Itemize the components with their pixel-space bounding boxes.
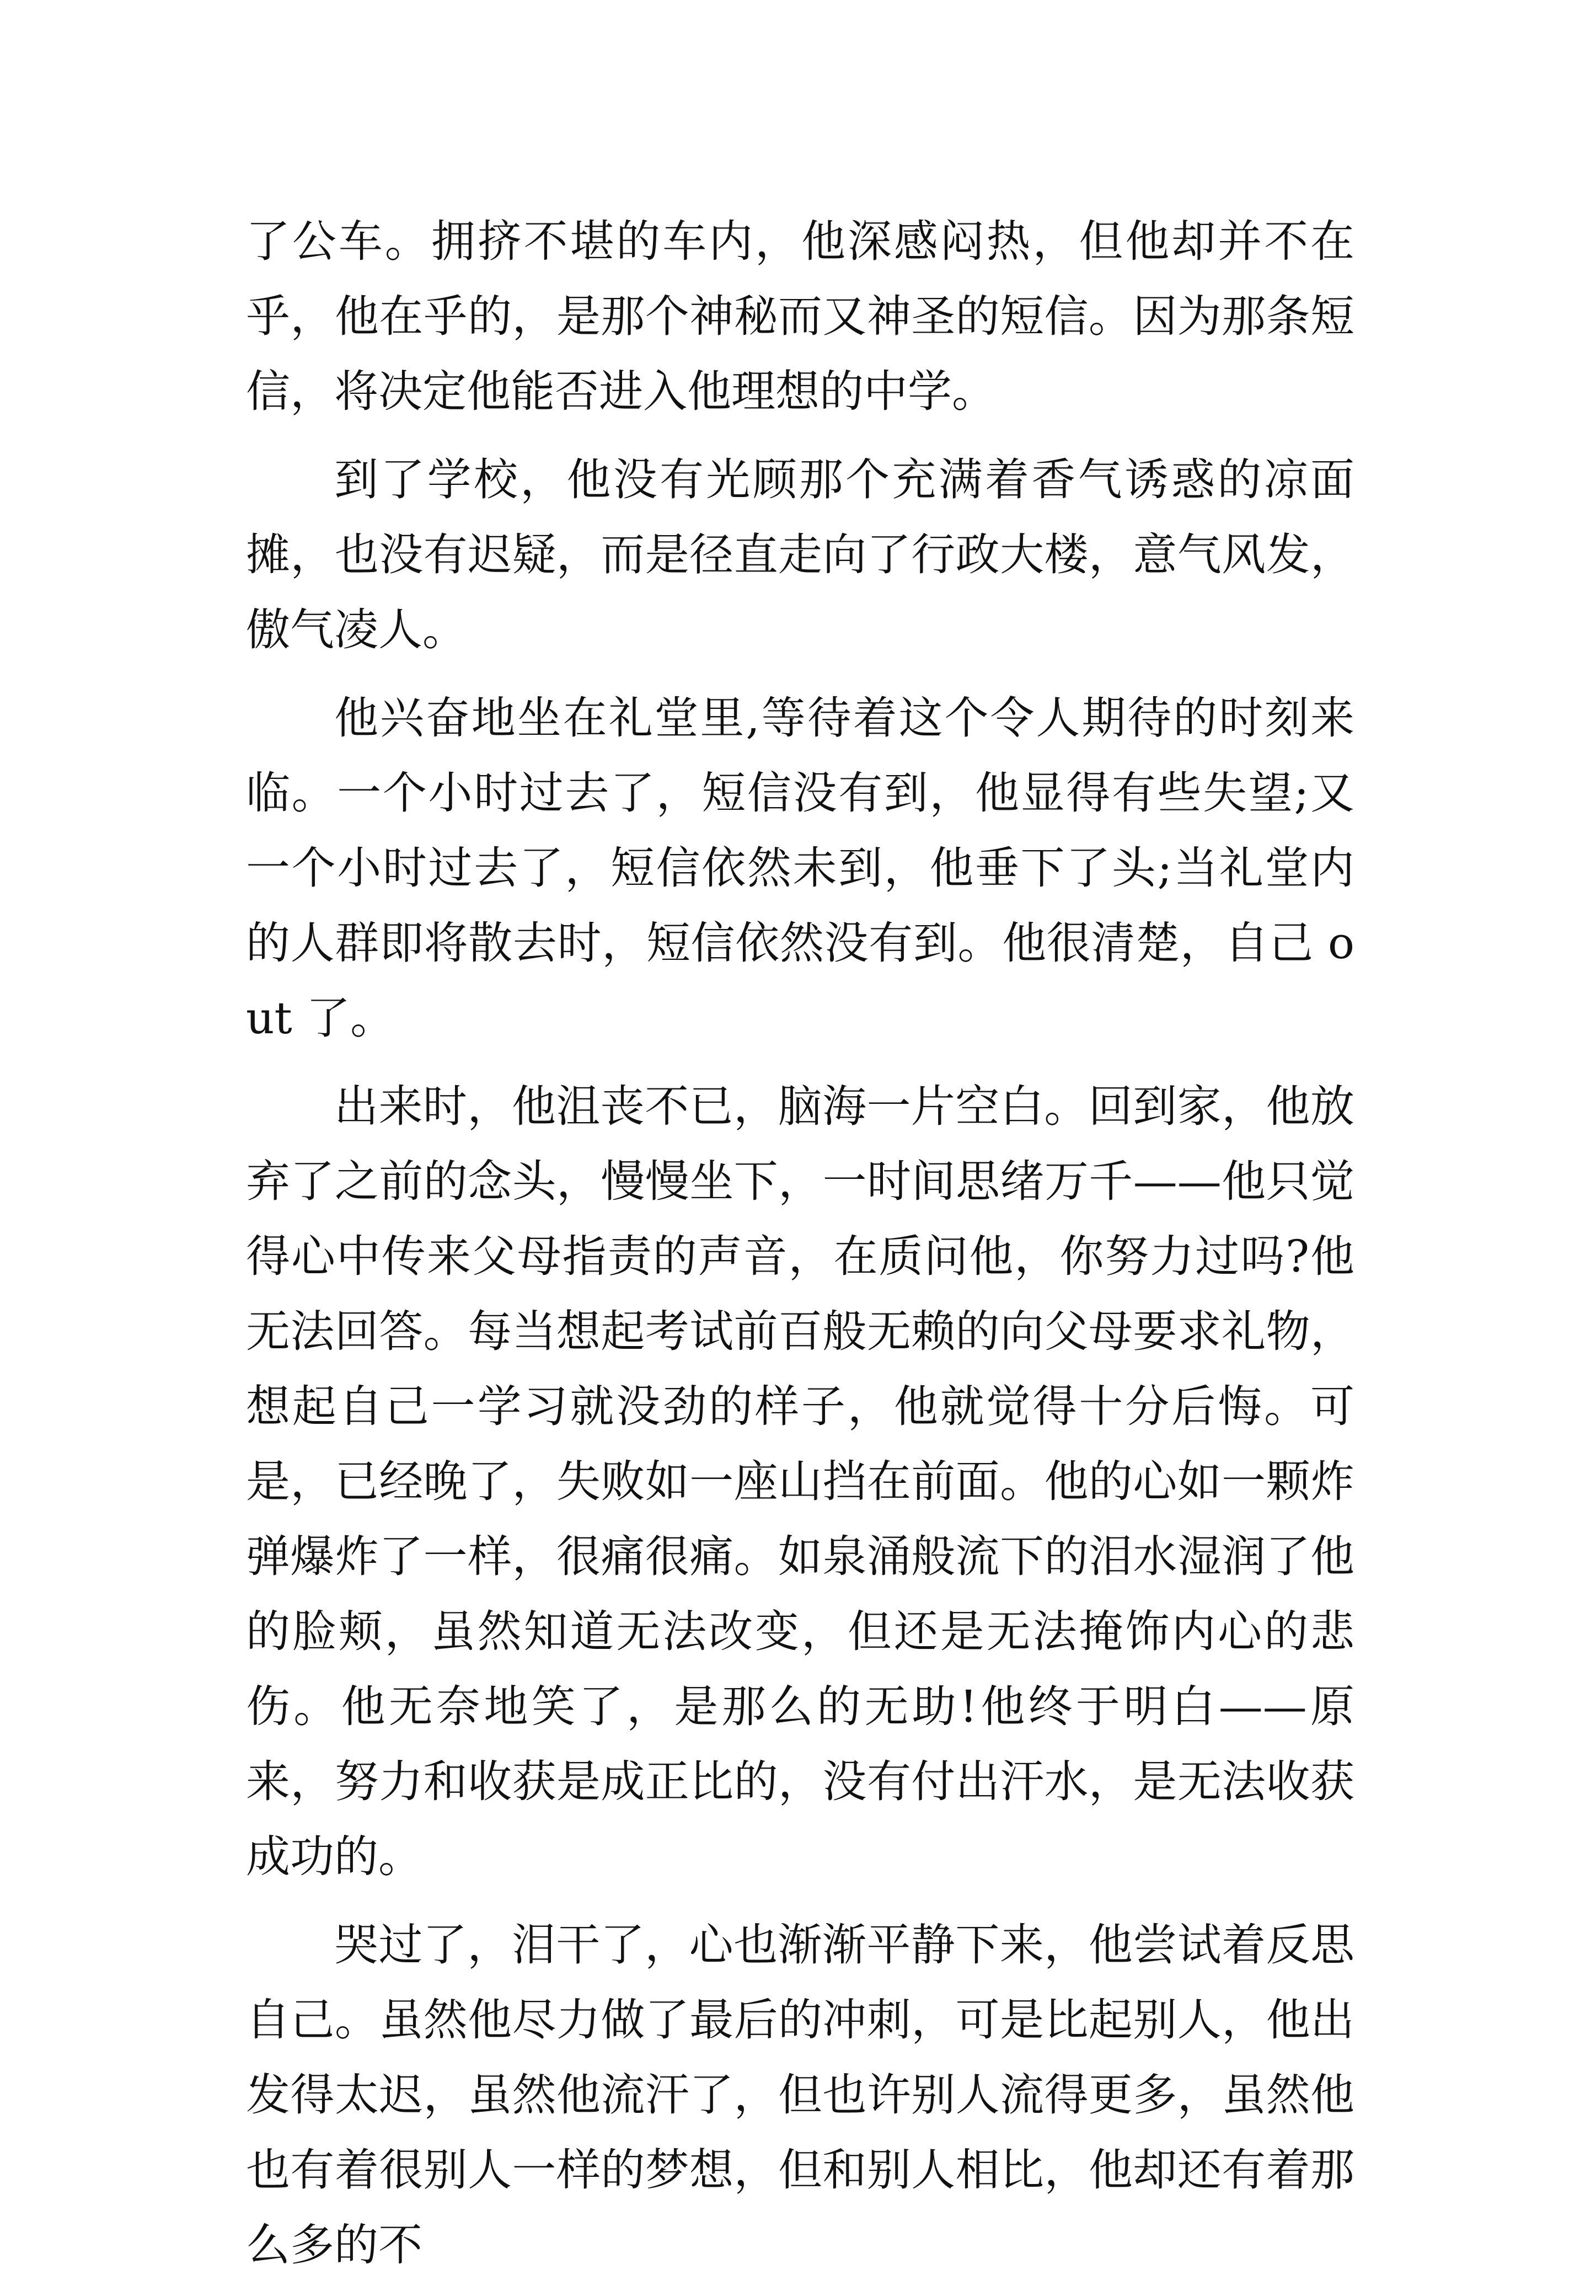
paragraph-2: 到了学校，他没有光顾那个充满着香气诱惑的凉面摊，也没有迟疑，而是径直走向了行政大楼，意气风发，傲气凌人。: [246, 454, 1354, 655]
paragraph-4: 出来时，他沮丧不已，脑海一片空白。回到家，他放弃了之前的念头，慢慢坐下，一时间思绪万千——他只觉得心中传来父母指责的声音，在质问他，你努力过吗?他无法回答。每当想起考试前百般无赖的向父母要求礼物，想起自己一学习就没劲的样子，他就觉得十分后悔。可是，已经晚了，失败如一座山挡在前面。他的心如一颗炸弹爆炸了一样，很痛很痛。如泉涌般流下的泪水湿润了他的脸颊，虽然知道无法改变，但还是无法掩饰内心的悲伤。他无奈地笑了，是那么的无助!他终于明白——原来，努力和收获是成正比的，没有付出汗水，是无法收获成功的。: [246, 1081, 1354, 1882]
paragraph-5: 哭过了，泪干了，心也渐渐平静下来，他尝试着反思自己。虽然他尽力做了最后的冲刺，可是比起别人，他出发得太迟，虽然他流汗了，但也许别人流得更多，虽然他也有着很别人一样的梦想，但和别人相比，他却还有着那么多的不: [246, 1919, 1354, 2271]
document-body: [246, 204, 1354, 2296]
paragraph-1: 了公车。拥挤不堪的车内，他深感闷热，但他却并不在乎，他在乎的，是那个神秘而又神圣的短信。因为那条短信，将决定他能否进入他理想的中学。: [246, 216, 1354, 417]
paragraph-3: 他兴奋地坐在礼堂里,等待着这个令人期待的时刻来临。一个小时过去了，短信没有到，他显得有些失望;又一个小时过去了，短信依然未到，他垂下了头;当礼堂内的人群即将散去时，短信依然没有到。他很清楚，自己 out 了。: [246, 692, 1354, 1044]
